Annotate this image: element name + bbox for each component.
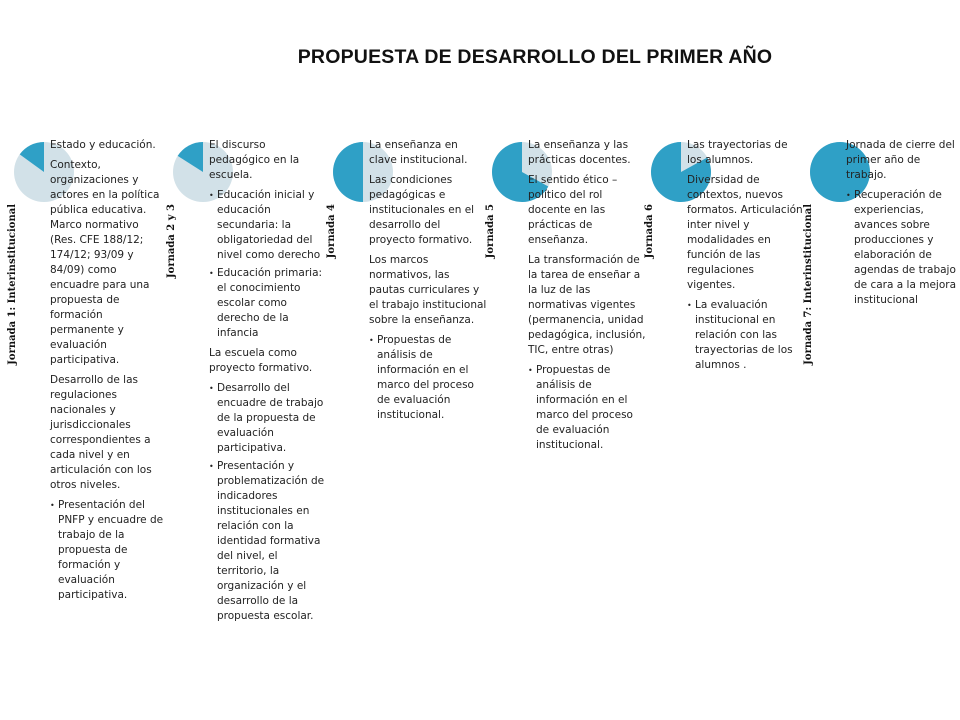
jornada-label: Jornada 7: Interinstitucional: [802, 204, 814, 365]
bullet-list: [369, 333, 487, 423]
pie-slice: [333, 142, 363, 202]
paragraph: Las trayectorias de los alumnos.: [687, 139, 788, 166]
paragraph: El discurso pedagógico en la escuela.: [209, 139, 300, 181]
bullet-list: [846, 188, 960, 308]
bullet-item: • Propuestas de análisis de información en el marco del proceso de evaluación institucional.: [528, 363, 646, 453]
bullet-item: • La evaluación institucional en relación con las trayectorias de los alumnos .: [687, 298, 805, 373]
jornada-label-box: [153, 204, 189, 278]
jornada-label-box: [0, 204, 30, 365]
jornada-content: [687, 138, 805, 378]
jornada-content: [50, 138, 168, 608]
jornada-label-box: [472, 204, 508, 258]
jornada-label: Jornada 5: [484, 204, 496, 259]
paragraph: La transformación de la tarea de enseñar a la luz de las normativas vigentes (permanencia, unidad pedagógica, inclusión, TIC, entre otras): [528, 254, 646, 356]
bullet-item: • Educación primaria: el conocimiento escolar como derecho de la infancia: [209, 266, 327, 341]
paragraph: La escuela como proyecto formativo.: [209, 347, 313, 374]
bullet-item: • Recuperación de experiencias, avances sobre producciones y elaboración de agendas de trabajo de cara a la mejora institucional: [846, 188, 960, 308]
jornada-content: [209, 138, 327, 629]
bullet-item: • Propuestas de análisis de información en el marco del proceso de evaluación institucional.: [369, 333, 487, 423]
paragraph: Diversidad de contextos, nuevos formatos. Articulación inter nivel y modalidades en función de las regulaciones vigentes.: [687, 174, 803, 291]
bullet-item: • Desarrollo del encuadre de trabajo de la propuesta de evaluación participativa.: [209, 381, 327, 456]
jornada-label: Jornada 6: [643, 204, 655, 259]
jornada-content: [528, 138, 646, 458]
jornada-label-box: [313, 204, 349, 258]
paragraph: Los marcos normativos, las pautas curriculares y el trabajo institucional sobre la enseñanza.: [369, 254, 487, 326]
bullet-list: [209, 381, 327, 624]
jornada-label-box: [631, 204, 667, 258]
paragraph: El sentido ético – político del rol docente en las prácticas de enseñanza.: [528, 174, 618, 246]
paragraph: Estado y educación.: [50, 139, 156, 151]
jornada-label-box: [790, 204, 826, 365]
paragraph: Jornada de cierre del primer año de trabajo.: [846, 139, 955, 181]
jornada-label: Jornada 2 y 3: [165, 204, 177, 279]
bullet-item: • Presentación y problematización de indicadores institucionales en relación con la identidad formativa del nivel, el territorio, la organización y el desarrollo de la propuesta escolar.: [209, 459, 327, 624]
paragraph: Desarrollo de las regulaciones nacionales y jurisdiccionales correspondientes a cada nivel y en articulación con los otros niveles.: [50, 374, 152, 491]
paragraph: Contexto, organizaciones y actores en la política pública educativa. Marco normativo (Res. CFE 188/12; 174/12; 93/09 y 84/09) como encuadre para una propuesta de formación permanente y evaluación participativa.: [50, 159, 160, 366]
page-title: PROPUESTA DE DESARROLLO DEL PRIMER AÑO: [297, 46, 773, 68]
bullet-list: [687, 298, 805, 373]
jornada-label: Jornada 4: [325, 204, 337, 259]
bullet-item: • Educación inicial y educación secundaria: la obligatoriedad del nivel como derecho: [209, 188, 327, 263]
paragraph: La enseñanza en clave institucional.: [369, 139, 468, 166]
jornada-content: [846, 138, 960, 313]
bullet-list: [50, 498, 168, 603]
paragraph: Las condiciones pedagógicas e institucionales en el desarrollo del proyecto formativo.: [369, 174, 475, 246]
jornada-content: [369, 138, 487, 428]
paragraph: La enseñanza y las prácticas docentes.: [528, 139, 631, 166]
bullet-item: • Presentación del PNFP y encuadre de trabajo de la propuesta de formación y evaluación participativa.: [50, 498, 168, 603]
jornada-label: Jornada 1: Interinstitucional: [6, 204, 18, 365]
bullet-list: [209, 188, 327, 341]
bullet-list: [528, 363, 646, 453]
